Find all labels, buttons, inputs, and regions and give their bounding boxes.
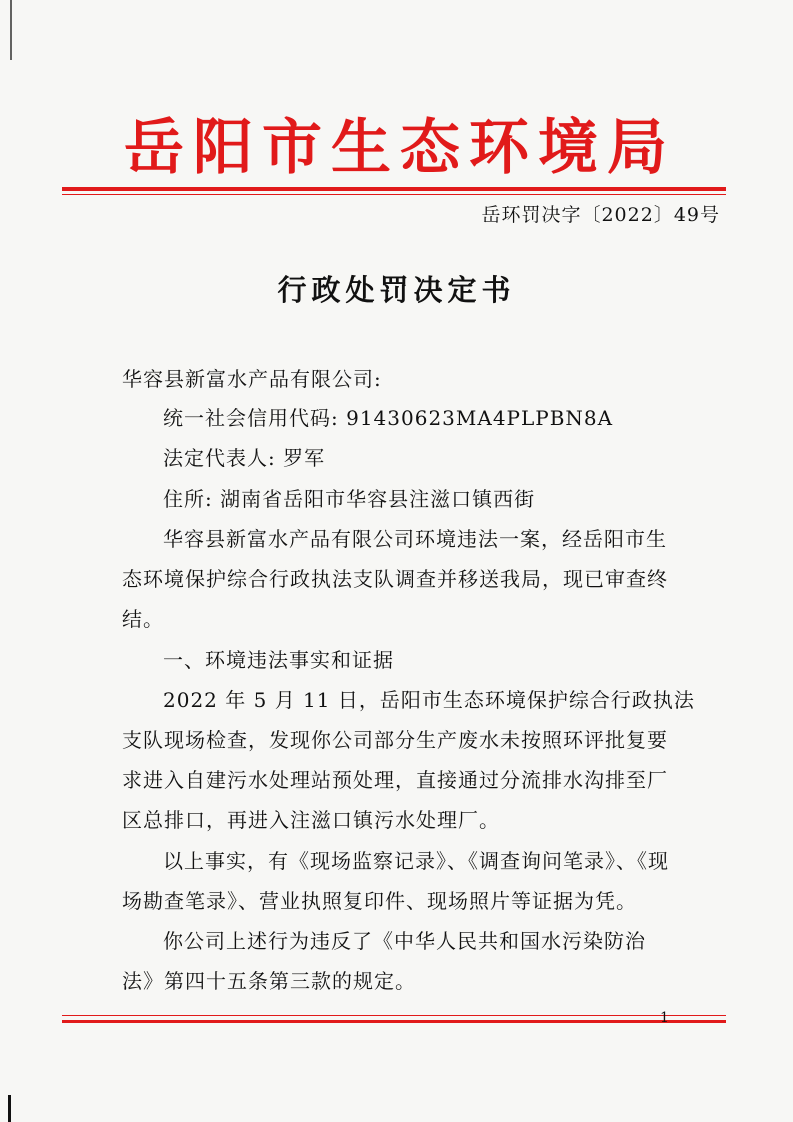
body-line: 2022 年 5 月 11 日，岳阳市生态环境保护综合行政执法 (163, 688, 695, 712)
body-line: 态环境保护综合行政执法支队调查并移送我局，现已审查终 (122, 567, 668, 591)
body-line: 以上事实，有《现场监察记录》、《调查询问笔录》、《现 (163, 849, 669, 873)
body-line: 华容县新富水产品有限公司环境违法一案，经岳阳市生 (163, 527, 667, 551)
footer-rule-thick (62, 1020, 726, 1023)
section-heading: 一、环境违法事实和证据 (163, 648, 394, 672)
body-line: 支队现场检查，发现你公司部分生产废水未按照环评批复要 (122, 728, 668, 752)
credit-code: 统一社会信用代码: 91430623MA4PLPBN8A (163, 406, 614, 430)
document-number: 岳环罚决字〔2022〕49号 (481, 204, 720, 226)
document-title: 行政处罚决定书 (277, 273, 516, 307)
header-rule-thick (62, 187, 726, 191)
body-line: 你公司上述行为违反了《中华人民共和国水污染防治 (163, 929, 646, 953)
body-line: 区总排口，再进入注滋口镇污水处理厂。 (122, 808, 500, 832)
body-line: 法》第四十五条第三款的规定。 (122, 969, 416, 993)
body-line: 求进入自建污水处理站预处理，直接通过分流排水沟排至厂 (122, 768, 668, 792)
recipient-name: 华容县新富水产品有限公司: (122, 367, 382, 391)
address: 住所: 湖南省岳阳市华容县注滋口镇西街 (163, 487, 536, 511)
scan-edge-mark (8, 1095, 11, 1122)
legal-representative: 法定代表人: 罗军 (163, 446, 326, 470)
page-number: 1 (660, 1010, 669, 1026)
body-line: 场勘查笔录》、营业执照复印件、现场照片等证据为凭。 (122, 889, 637, 913)
agency-header: 岳阳市生态环境局 (124, 113, 676, 183)
body-line: 结。 (122, 607, 164, 631)
header-rule-thin (62, 194, 726, 195)
footer-rule-thin (62, 1015, 726, 1016)
scan-edge-mark (10, 0, 12, 60)
